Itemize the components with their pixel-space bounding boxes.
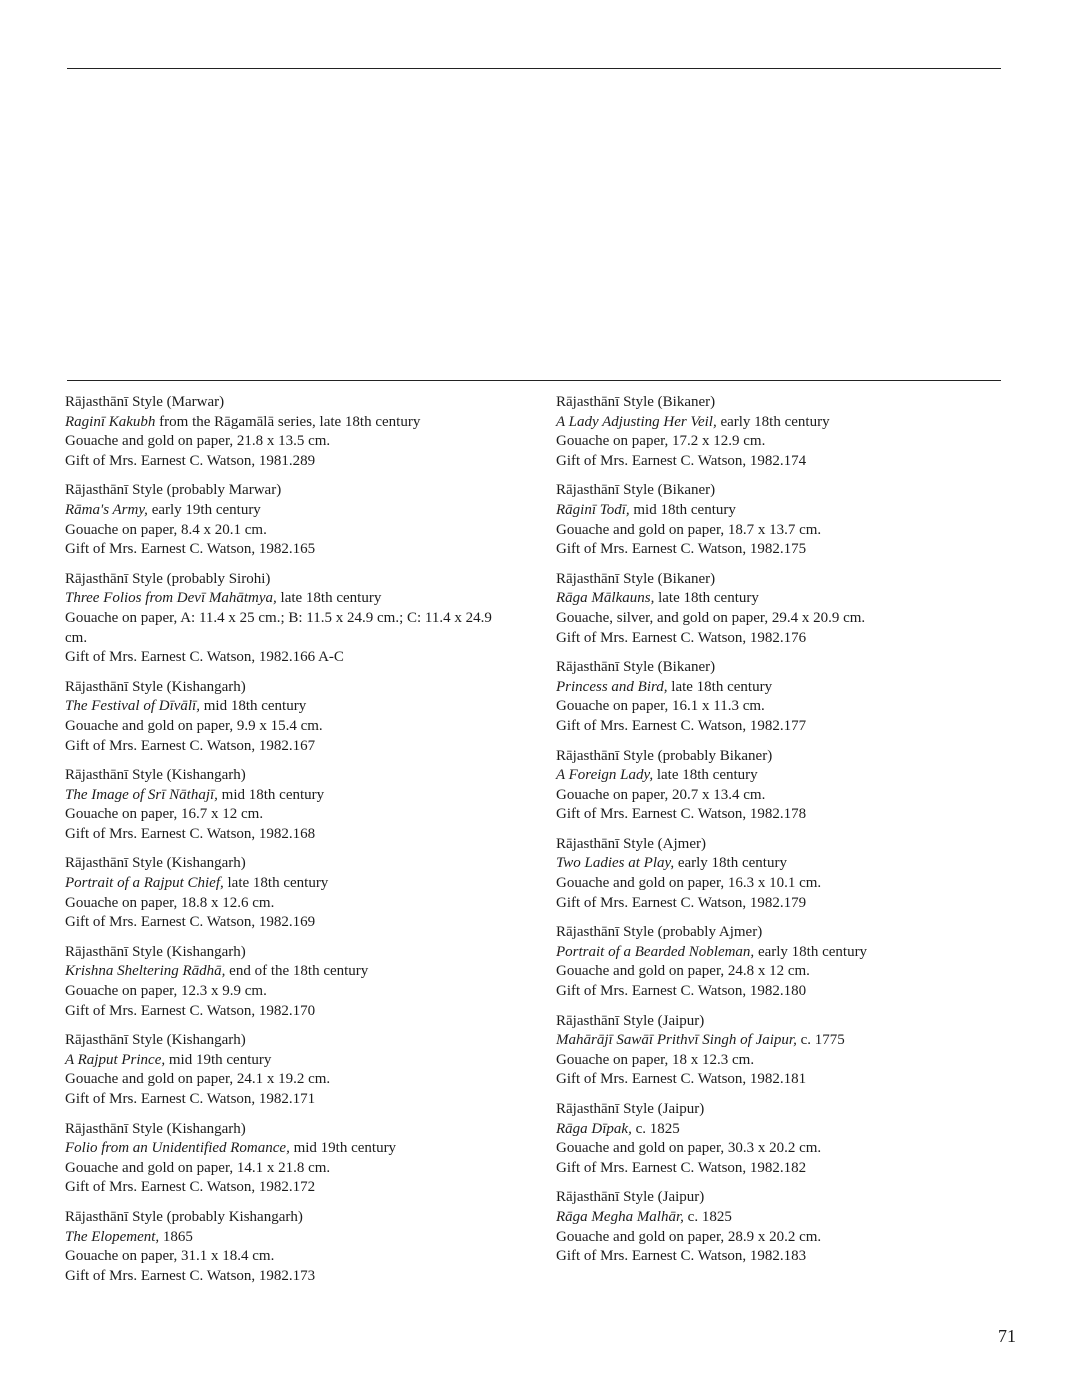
catalog-entry	[556, 658, 1026, 736]
entry-credit: Gift of Mrs. Earnest C. Watson, 1982.166 A-C	[65, 649, 344, 666]
entry-date: early 18th century	[754, 943, 868, 960]
entry-date: c. 1775	[796, 1032, 845, 1049]
entry-title: Rāga Megha Malhār,	[556, 1208, 684, 1225]
entry-credit: Gift of Mrs. Earnest C. Watson, 1981.289	[65, 452, 316, 469]
entry-credit: Gift of Mrs. Earnest C. Watson, 1982.172	[65, 1179, 316, 1196]
entry-style: Rājasthānī Style (Bikaner)	[556, 659, 716, 676]
entry-medium: Gouache on paper, 18 x 12.3 cm.	[556, 1051, 755, 1068]
entry-medium: Gouache and gold on paper, 28.9 x 20.2 cm.	[556, 1228, 822, 1245]
entry-style: Rājasthānī Style (Kishangarh)	[65, 943, 246, 960]
entry-date: 1865	[159, 1228, 193, 1245]
entry-style: Rājasthānī Style (probably Ajmer)	[556, 924, 763, 941]
entry-medium: Gouache on paper, A: 11.4 x 25 cm.; B: 11.5 x 24.9 cm.; C: 11.4 x 24.9 cm.	[65, 609, 492, 646]
entry-date: late 18th century	[654, 590, 759, 607]
entry-medium: Gouache on paper, 12.3 x 9.9 cm.	[65, 983, 267, 1000]
entry-medium: Gouache and gold on paper, 18.7 x 13.7 cm.	[556, 521, 822, 538]
entry-credit: Gift of Mrs. Earnest C. Watson, 1982.165	[65, 541, 316, 558]
entry-style: Rājasthānī Style (Kishangarh)	[65, 678, 246, 695]
catalog-entry	[65, 570, 535, 668]
entry-style: Rājasthānī Style (probably Kishangarh)	[65, 1208, 303, 1225]
entry-style: Rājasthānī Style (probably Sirohi)	[65, 570, 271, 587]
entry-medium: Gouache on paper, 16.7 x 12 cm.	[65, 806, 264, 823]
entry-medium: Gouache, silver, and gold on paper, 29.4 x 20.9 cm.	[556, 609, 866, 626]
entry-credit: Gift of Mrs. Earnest C. Watson, 1982.168	[65, 825, 316, 842]
entry-title: The Festival of Dīvālī,	[65, 698, 200, 715]
entry-title: A Lady Adjusting Her Veil,	[556, 413, 717, 430]
entry-date: c. 1825	[631, 1120, 680, 1137]
entry-credit: Gift of Mrs. Earnest C. Watson, 1982.182	[556, 1159, 807, 1176]
entry-title: Rāga Dīpak,	[556, 1120, 632, 1137]
entry-title: Portrait of a Rajput Chief,	[65, 875, 224, 892]
entry-style: Rājasthānī Style (Bikaner)	[556, 570, 716, 587]
entry-title: Folio from an Unidentified Romance,	[65, 1140, 290, 1157]
entry-date: c. 1825	[683, 1208, 732, 1225]
entry-style: Rājasthānī Style (Kishangarh)	[65, 767, 246, 784]
entry-medium: Gouache and gold on paper, 24.1 x 19.2 cm.	[65, 1071, 331, 1088]
entry-date: late 18th century	[276, 590, 382, 607]
catalog-entry	[556, 1188, 1026, 1266]
entry-style: Rājasthānī Style (Kishangarh)	[65, 855, 246, 872]
entry-medium: Gouache and gold on paper, 16.3 x 10.1 cm.	[556, 875, 822, 892]
catalog-entry	[65, 766, 535, 844]
entry-style: Rājasthānī Style (Bikaner)	[556, 482, 716, 499]
catalog-entry	[556, 1012, 1026, 1090]
entry-medium: Gouache on paper, 31.1 x 18.4 cm.	[65, 1248, 275, 1265]
entry-style: Rājasthānī Style (Jaipur)	[556, 1189, 705, 1206]
entry-credit: Gift of Mrs. Earnest C. Watson, 1982.180	[556, 983, 807, 1000]
top-rule	[67, 68, 1001, 69]
entry-title: Raginī Kakubh	[65, 413, 156, 430]
entry-date: late 18th century	[667, 678, 773, 695]
entry-date: end of the 18th century	[225, 963, 369, 980]
catalog-entry	[65, 393, 535, 471]
catalog-entry	[65, 1031, 535, 1109]
entry-date: late 18th century	[653, 767, 758, 784]
catalog-entry	[556, 570, 1026, 648]
entry-credit: Gift of Mrs. Earnest C. Watson, 1982.170	[65, 1002, 316, 1019]
entry-date: early 18th century	[716, 413, 830, 430]
entry-date: mid 19th century	[289, 1140, 397, 1157]
entry-date: late 18th century	[223, 875, 329, 892]
entry-credit: Gift of Mrs. Earnest C. Watson, 1982.175	[556, 541, 807, 558]
entry-style: Rājasthānī Style (Jaipur)	[556, 1101, 705, 1117]
right-column	[556, 393, 1026, 1277]
entry-medium: Gouache on paper, 18.8 x 12.6 cm.	[65, 894, 275, 911]
entry-style: Rājasthānī Style (Jaipur)	[556, 1012, 705, 1029]
entry-medium: Gouache and gold on paper, 14.1 x 21.8 cm.	[65, 1159, 331, 1176]
catalog-entry	[556, 1100, 1026, 1178]
entry-title: Rāga Mālkauns,	[556, 590, 655, 607]
entry-date: early 19th century	[147, 501, 261, 518]
entry-style: Rājasthānī Style (Bikaner)	[556, 394, 716, 410]
entry-medium: Gouache on paper, 20.7 x 13.4 cm.	[556, 786, 766, 803]
entry-style: Rājasthānī Style (Marwar)	[65, 394, 225, 410]
catalog-entry	[65, 943, 535, 1021]
entry-medium: Gouache on paper, 17.2 x 12.9 cm.	[556, 433, 766, 450]
entry-credit: Gift of Mrs. Earnest C. Watson, 1982.181	[556, 1071, 807, 1088]
entry-title: Two Ladies at Play,	[556, 855, 675, 872]
catalog-entry	[65, 678, 535, 756]
page-number: 71	[998, 1326, 1016, 1346]
entry-medium: Gouache and gold on paper, 21.8 x 13.5 cm.	[65, 433, 331, 450]
catalog-entry	[556, 835, 1026, 913]
entry-credit: Gift of Mrs. Earnest C. Watson, 1982.179	[556, 894, 807, 911]
entry-credit: Gift of Mrs. Earnest C. Watson, 1982.167	[65, 737, 316, 754]
entry-style: Rājasthānī Style (Kishangarh)	[65, 1032, 246, 1049]
entry-date: early 18th century	[674, 855, 787, 872]
entry-credit: Gift of Mrs. Earnest C. Watson, 1982.171	[65, 1091, 316, 1107]
entry-style: Rājasthānī Style (probably Marwar)	[65, 482, 282, 499]
entry-medium: Gouache on paper, 8.4 x 20.1 cm.	[65, 521, 267, 538]
catalog-entry	[65, 1208, 535, 1286]
catalog-entry	[556, 923, 1026, 1001]
catalog-entry	[556, 747, 1026, 825]
entry-medium: Gouache and gold on paper, 30.3 x 20.2 cm.	[556, 1140, 822, 1157]
entry-credit: Gift of Mrs. Earnest C. Watson, 1982.173	[65, 1267, 316, 1284]
catalog-entry	[65, 1120, 535, 1198]
entry-date: mid 18th century	[217, 786, 325, 803]
entry-date: from the Rāgamālā series, late 18th century	[155, 413, 421, 430]
section-rule	[67, 380, 1001, 381]
entry-title: Three Folios from Devī Mahātmya,	[65, 590, 277, 607]
catalog-entry	[65, 481, 535, 559]
entry-title: Princess and Bird,	[556, 678, 668, 695]
entry-date: mid 18th century	[629, 501, 736, 518]
entry-title: Rāginī Todī,	[556, 501, 630, 518]
catalog-entry	[65, 854, 535, 932]
entry-style: Rājasthānī Style (probably Bikaner)	[556, 747, 773, 764]
entry-title: The Elopement,	[65, 1228, 160, 1245]
entry-style: Rājasthānī Style (Ajmer)	[556, 835, 706, 852]
left-column	[65, 393, 535, 1296]
entry-medium: Gouache and gold on paper, 24.8 x 12 cm.	[556, 963, 810, 980]
entry-title: A Rajput Prince,	[65, 1051, 166, 1068]
entry-credit: Gift of Mrs. Earnest C. Watson, 1982.177	[556, 717, 807, 734]
entry-title: Mahārājī Sawāī Prithvī Singh of Jaipur,	[556, 1032, 797, 1049]
catalog-entry	[556, 393, 1026, 471]
entry-title: Krishna Sheltering Rādhā,	[65, 963, 226, 980]
entry-title: The Image of Srī Nāthajī,	[65, 786, 218, 803]
entry-medium: Gouache and gold on paper, 9.9 x 15.4 cm.	[65, 717, 323, 734]
entry-credit: Gift of Mrs. Earnest C. Watson, 1982.178	[556, 806, 807, 823]
entry-date: mid 19th century	[165, 1051, 272, 1068]
entry-credit: Gift of Mrs. Earnest C. Watson, 1982.174	[556, 452, 807, 469]
entry-title: Portrait of a Bearded Nobleman,	[556, 943, 755, 960]
entry-date: mid 18th century	[199, 698, 307, 715]
entry-credit: Gift of Mrs. Earnest C. Watson, 1982.176	[556, 629, 807, 646]
entry-credit: Gift of Mrs. Earnest C. Watson, 1982.169	[65, 914, 316, 931]
entry-title: A Foreign Lady,	[556, 767, 654, 784]
catalog-entry	[556, 481, 1026, 559]
entry-style: Rājasthānī Style (Kishangarh)	[65, 1120, 246, 1137]
entry-medium: Gouache on paper, 16.1 x 11.3 cm.	[556, 698, 765, 715]
entry-credit: Gift of Mrs. Earnest C. Watson, 1982.183	[556, 1248, 807, 1265]
entry-title: Rāma's Army,	[65, 501, 148, 518]
